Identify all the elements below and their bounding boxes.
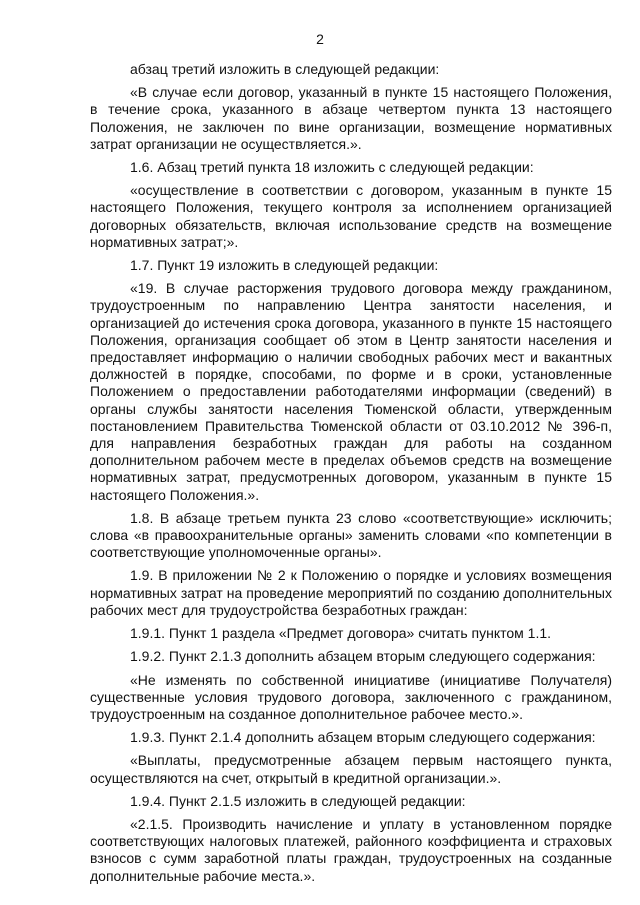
paragraph: «В случае если договор, указанный в пункте 15 настоящего Положения, в течение срока, указанного в абзаце четвертом пункта 13 настоящего Положения, не заключен по вине организации, возмещение нормативных затрат организации не осуществляется.». [90, 84, 612, 152]
paragraph: «Выплаты, предусмотренные абзацем первым настоящего пункта, осуществляются на счет, открытый в кредитной организации.». [90, 752, 612, 786]
paragraph: 1.9.2. Пункт 2.1.3 дополнить абзацем вторым следующего содержания: [130, 648, 596, 665]
paragraph: 1.9.1. Пункт 1 раздела «Предмет договора» считать пунктом 1.1. [130, 625, 552, 642]
page-number: 2 [316, 31, 324, 47]
paragraph: абзац третий изложить в следующей редакции: [130, 61, 440, 77]
paragraph: 1.8. В абзаце третьем пункта 23 слово «соответствующие» исключить; слова «в правоохранительные органы» заменить словами «по компетенции в соответствующие уполномоченные органы». [90, 509, 612, 561]
paragraph: «осуществление в соответствии с договором, указанным в пункте 15 настоящего Положения, текущего контроля за исполнением организацией договорных обязательств, включая использование средств на возмещение нормативных затрат;». [90, 182, 612, 250]
paragraph: «19. В случае расторжения трудового договора между гражданином, трудоустроенным по направлению Центра занятости населения, и организацией до истечения срока договора, указанного в пункте 15 настоящего Положения, организация сообщает об этом в Центр занятости населения и предоставляет информацию о наличии свободных рабочих мест и вакантных должностей в порядке, способами, по форме и в сроки, установленные Положением о предоставлении работодателями информации (сведений) в органы службы занятости населения Тюменской области, утвержденным постановлением Правительства Тюменской области от 03.10.2012 № 396-п, для направления безработных граждан для работы на созданном дополнительном рабочем месте в пределах объемов средств на возмещение нормативных затрат, предусмотренных договором, указанным в пункте 15 настоящего Положения.». [90, 280, 612, 503]
paragraph: 1.7. Пункт 19 изложить в следующей редакции: [130, 257, 439, 274]
paragraph: 1.9.4. Пункт 2.1.5 изложить в следующей редакции: [130, 792, 466, 809]
paragraph: «Не изменять по собственной инициативе (инициативе Получателя) существенные условия трудового договора, заключенного с гражданином, трудоустроенным на созданное дополнительное рабочее место.». [90, 671, 612, 722]
paragraph: 1.6. Абзац третий пункта 18 изложить с следующей редакции: [130, 159, 534, 176]
paragraph: 1.9.3. Пункт 2.1.4 дополнить абзацем вторым следующего содержания: [130, 729, 596, 746]
paragraph: 1.9. В приложении № 2 к Положению о порядке и условиях возмещения нормативных затрат на проведение мероприятий по созданию дополнительных рабочих мест для трудоустройства безработных граждан: [90, 567, 612, 618]
paragraph: «2.1.5. Производить начисление и уплату в установленном порядке соответствующих налоговых платежей, районного коэффициента и страховых взносов с сумм заработной платы граждан, трудоустроенных на созданные дополнительные рабочие места.». [90, 815, 612, 884]
document-body [90, 61, 612, 891]
